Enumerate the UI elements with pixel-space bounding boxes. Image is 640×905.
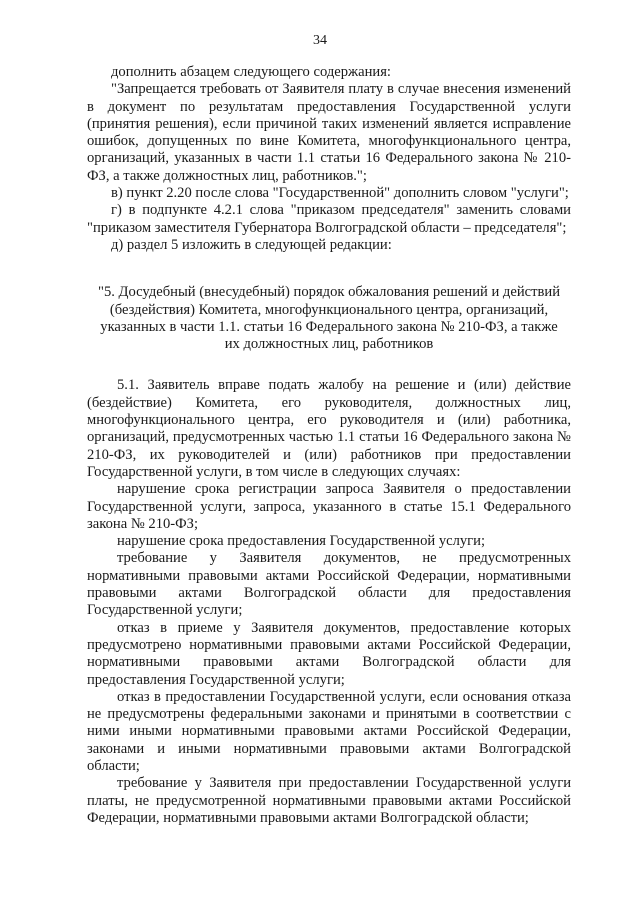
paragraph-quoted-amendment: "Запрещается требовать от Заявителя плату в случае внесения изменений в документ по результатам предоставления Государственной услуги (принятия решения), если причиной таких изменений является исправление ошибок, допущенных по вине Комитета, многофункционального центра, организаций, указанных в части 1.1 статьи 16 Федерального закона № 210-ФЗ, а также должностных лиц, работников."; <box>87 81 571 184</box>
list-item: требование у Заявителя документов, не предусмотренных нормативными правовыми актами Российской Федерации, нормативными правовыми актами Волгоградской области для предоставления Государственной услуги; <box>87 550 571 619</box>
list-item: отказ в предоставлении Государственной услуги, если основания отказа не предусмотрены федеральными законами и принятыми в соответствии с ними иными нормативными правовыми актами Российской Федерации, законами и иными нормативными правовыми актами Волгоградской области; <box>87 688 571 774</box>
paragraph-item-v: в) пункт 2.20 после слова "Государственной" дополнить словом "услуги"; <box>111 185 569 202</box>
paragraph-5-1: 5.1. Заявитель вправе подать жалобу на решение и (или) действие (бездействие) Комитета, его руководителя, должностных лиц, многофункционального центра, его руководителя и (или) работника, организаций, предусмотренных частью 1.1 статьи 16 Федерального закона № 210-ФЗ, их руководителей и (или) работников при предоставлении Государственной услуги, в том числе в следующих случаях: <box>87 377 571 480</box>
document-body <box>87 64 571 827</box>
paragraph-item-g: г) в подпункте 4.2.1 слова "приказом председателя" заменить словами "приказом заместителя Губернатора Волгоградской области – председателя"; <box>87 202 571 236</box>
page-number: 34 <box>313 33 327 48</box>
section-heading: "5. Досудебный (внесудебный) порядок обжалования решений и действий (бездействия) Комитета, многофункционального центра, организаций, указанных в части 1.1. статьи 16 Федерального закона № 210-ФЗ, а также их должностных лиц, работников <box>97 284 561 353</box>
paragraph-intro: дополнить абзацем следующего содержания: <box>111 64 391 80</box>
list-item: нарушение срока предоставления Государственной услуги; <box>117 533 486 550</box>
list-item: требование у Заявителя при предоставлении Государственной услуги платы, не предусмотренной нормативными правовыми актами Российской Федерации, нормативными правовыми актами Волгоградской области; <box>87 775 571 826</box>
list-item: отказ в приеме у Заявителя документов, предоставление которых предусмотрено нормативными правовыми актами Российской Федерации, нормативными правовыми актами Волгоградской области для предоставления Государственной услуги; <box>87 619 571 688</box>
paragraph-item-d: д) раздел 5 изложить в следующей редакции: <box>111 236 392 253</box>
list-item: нарушение срока регистрации запроса Заявителя о предоставлении Государственной услуги, запроса, указанного в статье 15.1 Федерального закона № 210-ФЗ; <box>87 481 571 532</box>
